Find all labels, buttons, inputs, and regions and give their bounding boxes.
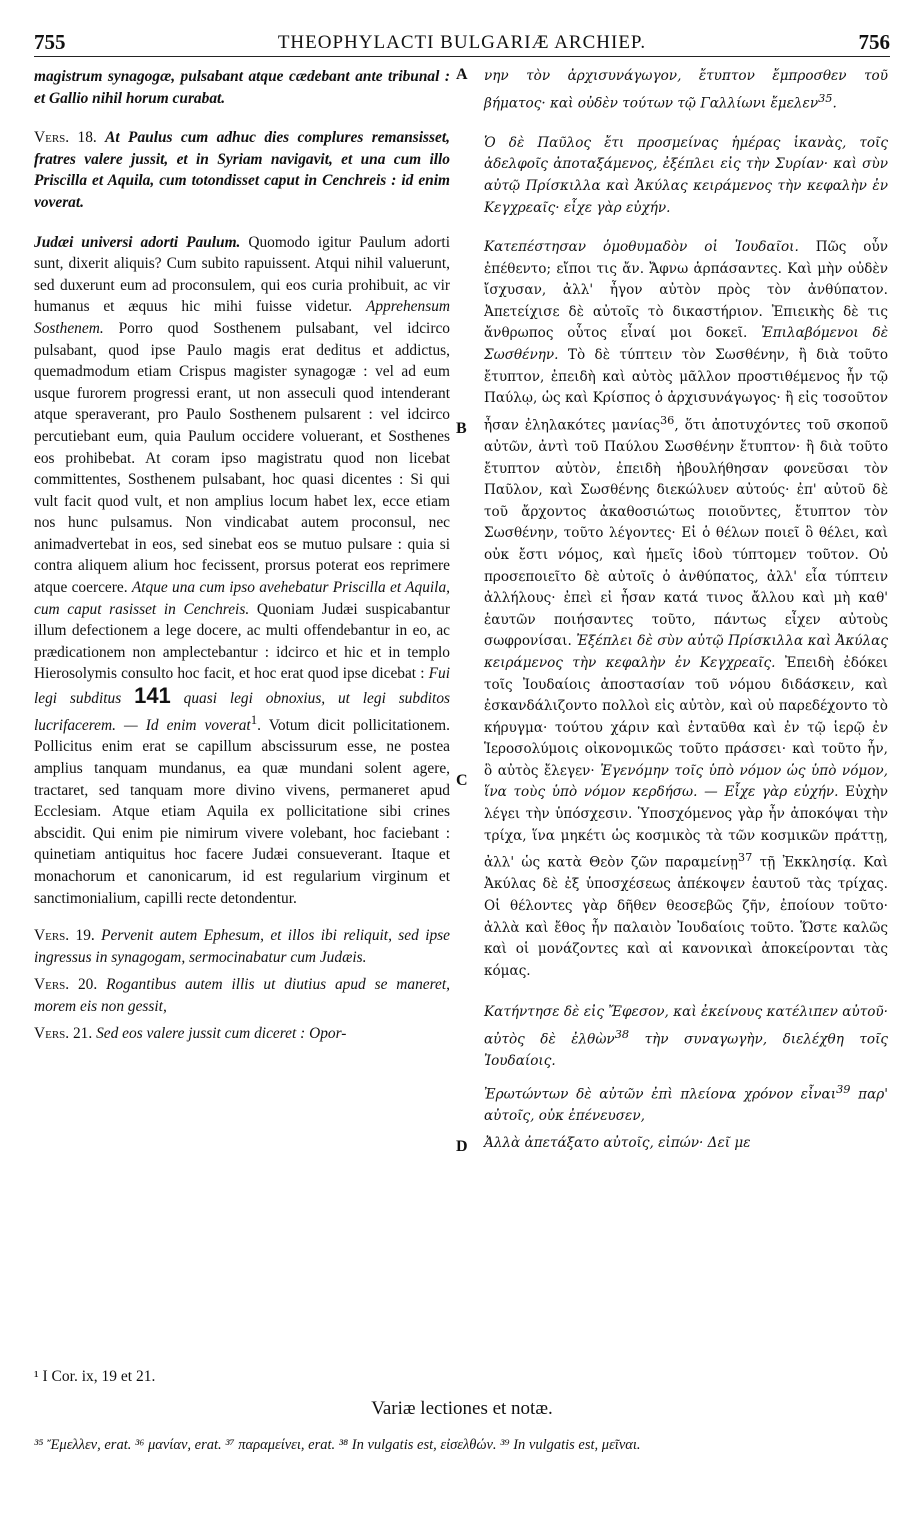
latin-paragraph: magistrum synagogæ, pulsabant atque cædebant ante tribunal : et Gallio nihil horum curabat. — [34, 68, 450, 107]
footnote: ¹ I Cor. ix, 19 et 21. — [34, 1368, 156, 1385]
column-number: 141 — [134, 683, 171, 709]
verse-text: Κατήντησε δὲ εἰς Ἔφεσον, καὶ ἐκείνους κατέλιπεν αὐτοῦ· αὐτὸς δὲ ἐλθὼν — [484, 1004, 888, 1048]
verse-text: At Paulus cum adhuc dies complures remansisset, fratres valere jussit, et in Syriam navigavit, et una cum illo Priscilla et Aquila, cum totondisset caput in Cenchreis : id enim voverat. — [34, 129, 450, 211]
lemma: Ἐξέπλει δὲ σὺν αὐτῷ Πρίσκιλλα καὶ Ἀκύλας κειράμενος τὴν κεφαλὴν ἐν Κεγχρεαῖς. — [484, 633, 888, 671]
latin-paragraph — [34, 974, 450, 1017]
verse-number: Vers. 18. — [34, 129, 97, 147]
commentary-text: . Votum dicit pollicitationem. Pollicitus enim erat se capillum abscissurum esse, ne postea amplius tanquam mundanus, ea quæ mundani solent agere, tractaret, sed tanquam more divino vivens, permaneret apud Ecclesiam. Atque etiam Aquila ex pollicitatione sibi crines abscidit. Qui enim pie nimirum vivere volebant, hoc faciebant : quinetiam antiquitus hoc facere Judæi consueverant. Itaque et monachorum et canonicarum, id est regularium virginum et sanctimonialium, capilli recte detondentur. — [34, 716, 450, 907]
commentary-text: Porro quod Sosthenem pulsabant, vel idcirco pulsabant, quod ipse Paulo magis erat deditus et addictus, quemadmodum etiam Crispus magister synagogæ : vel ad eum usque furorem progressi erant, ut non asseculi quod intenderant atque speraverant, pro Paulo Sosthenem pulsarent : vel idcirco percutiebant eum, quia Paulum occidere voluerant, et Sosthenes eos prohibebat. At coram ipso magistratu quod non licebat committentes, Sosthenem pulsabant, hoc quasi dicentes : Si qui vult facit quod vult, et non amplius locum habet lex, ecce etiam nos hunc pulsamus. Non vindicabat autem proconsul, nec animadvertebat in eos, sed sinebat eos se mutuo pulsare : quia si contra aliquem alium hoc fecissent, prorsus poterat eos reprimere atque coercere. — [34, 319, 450, 597]
page-number-right: 756 — [858, 30, 890, 54]
margin-letter-d: D — [456, 1138, 468, 1155]
margin-letter-c: C — [456, 772, 468, 789]
commentary-text: Quoniam Judæi suspicabantur illum defectionem a lege docere, ac multi offendebantur in eo, ac prædicationem non amplectebantur : idcirco et hic et in templo Hierosolymis consulto hoc facit, et hoc erat quod ipse dicebat : — [34, 600, 450, 683]
variant-ref: 38 — [614, 1026, 630, 1041]
commentary-text: Ἐπειδὴ ἐδόκει τοῖς Ἰουδαίοις ἀποστασίαν τοῦ νόμου διδάσκειν, καὶ ἐσκανδάλιζοντο πολλοὶ εἰς αὐτὸν, καὶ οὐ παρεδέχοντο τὸ κήρυγμα· τούτου χάριν καὶ ἐνταῦθα καὶ ἐν τῷ ἱερῷ ἐν Ἱεροσολύμοις οἰκονομικῶς τοῦτο πράσσει· καὶ τοῦτο ἦν, ὃ αὐτὸς ἔλεγεν· — [484, 654, 888, 779]
verse-text: τὴν συναγωγὴν, διελέχθη τοῖς Ἰουδαίοις. — [484, 1031, 889, 1070]
commentary-text: Τὸ δὲ τύπτειν τὸν Σωσθένην, ἢ διὰ τοῦτο ἔτυπτον, ἐπειδὴ καὶ αὐτὸς μᾶλλον προστιθέμενος ἦν τῷ Παύλῳ, ὡς καὶ Κρίσπος ὁ ἀρχισυνάγωγος· ἢ εἰς τοσοῦτον ἦσαν ἐληλακότες μανίας — [484, 347, 889, 434]
commentary-text: Εὐχὴν λέγει τὴν ὑπόσχεσιν. Ὑποσχόμενος γὰρ ἦν ἀποκόψαι τὴν τρίχα, ἵνα μηκέτι ὡς κοσμικὸς τὰ τῶν κοσμικῶν πράττῃ, ἀλλ' ὡς κατὰ Θεὸν ζῶν παραμείνῃ — [484, 784, 888, 871]
verse-text: παρ' αὐτοῖς, οὐκ ἐπένευσεν, — [484, 1086, 888, 1124]
lemma: quasi legi obnoxius, ut legi subditos lucrifacerem. — Id enim voverat — [34, 690, 451, 734]
lemma: Ἐπιλαβόμενοι δὲ Σωσθένην. — [484, 325, 888, 364]
lemma: Apprehensum Sosthenem. — [34, 298, 450, 337]
running-title: THEOPHYLACTI BULGARIÆ ARCHIEP. — [277, 32, 647, 53]
verse-text: Rogantibus autem illis ut diutius apud se maneret, morem eis non gessit, — [34, 976, 450, 1015]
lemma: Fui legi subditus — [34, 665, 450, 708]
variae-heading: Variæ lectiones et notæ. — [371, 1398, 553, 1419]
verse-number: Vers. 19. — [34, 927, 95, 945]
greek-commentary — [484, 237, 888, 982]
lemma: Ἐγενόμην τοῖς ὑπὸ νόμον ὡς ὑπὸ νόμον, ἵνα τοὺς ὑπὸ νόμον κερδήσω. — Εἶχε γὰρ εὐχήν. — [484, 762, 888, 801]
variant-ref: 39 — [836, 1081, 851, 1096]
verse-text: Ἐρωτώντων δὲ αὐτῶν ἐπὶ πλείονα χρόνον εἶναι — [484, 1086, 837, 1103]
greek-paragraph: Ὁ δὲ Παῦλος ἔτι προσμείνας ἡμέρας ἱκανὰς, τοῖς ἀδελφοῖς ἀποταξάμενος, ἐξέπλει εἰς τὴν Συρίαν· καὶ σὺν αὐτῷ Πρίσκιλλα καὶ Ἀκύλας κειράμενος τὴν κεφαλὴν ἐν Κεγχρεαῖς· εἶχε γὰρ εὐχήν. — [484, 134, 888, 216]
margin-letter-a: A — [456, 66, 468, 83]
greek-paragraph — [484, 1002, 888, 1072]
latin-paragraph — [34, 1023, 450, 1045]
lemma: Atque una cum ipso avehebatur Priscilla et Aquila, cum caput rasisset in Cenchreis. — [34, 579, 450, 618]
latin-paragraph — [34, 127, 450, 213]
verse-text: Pervenit autem Ephesum, et illos ibi reliquit, sed ipse ingressus in synagogam, sermocinabatur cum Judæis. — [34, 927, 450, 966]
verse-number: Vers. 20. — [34, 976, 98, 994]
lemma: Κατεπέστησαν ὁμοθυμαδὸν οἱ Ἰουδαῖοι. — [484, 239, 799, 256]
verse-text: Sed eos valere jussit cum diceret : Opor- — [96, 1025, 347, 1043]
commentary-text: τῇ Ἐκκλησίᾳ. Καὶ Ἀκύλας δὲ ἐξ ὑποσχέσεως ἀπέκοψεν ἑαυτοῦ τὰς τρίχας. Οἱ θέλοντες γὰρ δῆθεν θεοσεβῶς ζῆν, ἐποίουν τοῦτο· ἀλλὰ καὶ ἔθος ἦν παλαιὸν Ἰουδαίοις τοῦτο. Ὥστε καλῶς καὶ οἱ μονάζοντες καὶ αἱ κανονικαὶ ἀποκείρονται τὰς κόμας. — [484, 854, 888, 979]
greek-paragraph — [484, 1079, 888, 1128]
page-number-left: 755 — [34, 30, 66, 54]
latin-commentary — [34, 232, 450, 910]
lemma: Judæi universi adorti Paulum. — [34, 233, 241, 251]
greek-paragraph: νην τὸν ἀρχισυνάγωγον, ἔτυπτον ἔμπροσθεν τοῦ βήματος· καὶ οὐδὲν τούτων τῷ Γαλλίωνι ἔμελεν$^{35}$. — [484, 68, 888, 112]
variae-notes: ³⁵ Ἔμελλεν, erat. ³⁶ μανίαν, erat. ³⁷ παραμείνει, erat. ³⁸ In vulgatis est, εἰσελθών. ³⁹ In vulgatis est, μεῖναι. — [34, 1437, 641, 1453]
footnote-ref: 1 — [250, 712, 258, 727]
latin-column — [34, 66, 450, 1045]
verse-number: Vers. 21. — [34, 1025, 93, 1043]
verse-text: νην τὸν ἀρχισυνάγωγον, ἔτυπτον ἔμπροσθεν τοῦ βήματος· καὶ οὐδὲν τούτων τῷ Γαλλίωνι ἔμελεν — [484, 68, 888, 112]
commentary-text: Quomodo igitur Paulum adorti sunt, dixerit aliquis? Cum subito rapuissent. Atqui nihil valuerunt, sed duxerunt eum ad proconsulem, qui eos curia prohibuit, ac vir humanus et æquus hic mihi fuisse videtur. — [34, 233, 450, 316]
variant-ref: 35 — [818, 90, 833, 105]
variant-ref: 36 — [659, 412, 675, 427]
commentary-text: Πῶς οὖν ἐπέθεντο; εἴποι τις ἄν. Ἄφνω ἁρπάσαντες. Καὶ μὴν οὐδὲν ἴσχυσαν, ἀλλ' ἦγον αὐτὸν πρὸς τὸν ἀνθύπατον. Ἀπετείχισε δὲ αὐτοῖς τὸ δικαστήριον. Ἐπιεικὴς δὲ τις ἄνθρωπος οὗτος εἶναί μοι δοκεῖ. — [484, 239, 888, 342]
greek-paragraph: Ἀλλὰ ἀπετάξατο αὐτοῖς, εἰπών· Δεῖ με — [484, 1135, 751, 1152]
latin-paragraph — [34, 925, 450, 968]
running-header — [34, 30, 890, 57]
greek-column — [484, 66, 888, 1155]
variant-ref: 37 — [737, 850, 753, 865]
commentary-text: , ὅτι ἀποτυχόντες τοῦ σκοποῦ αὐτῶν, ἀντὶ τοῦ Παύλου Σωσθένην ἔτυπτον· ἢ διὰ τοῦτο ἔτυπτον αὐτὸν, ἐπειδὴ ἠβουλήθησαν φονεῦσαι τὸν Παῦλον, καὶ Σωσθένης διεκώλυεν αὐτούς· ἐπ' αὐτοῦ δὲ τοῦ ἄρχοντος ἀκαθοσιώτως ποιοῦντες, ἔτυπτον τὸν Σωσθένην, τοῦτο λέγοντες· Εἰ ὁ θέλων ποιεῖ ὃ θέλει, καὶ οὐκ ἔστι νόμος, καὶ ἡμεῖς ἰδοὺ τύπτομεν τοῦτον. Οὐ προσεποιεῖτο δὲ αὐτοῖς ὁ ἀνθύπατος, ἀλλ' εἶα τύπτειν ἀλλήλους· ἐπεὶ εἰ ἦσαν κατά τινος ἄλλου καὶ μὴ καθ' ἑαυτῶν ποιήσαντες τοῦτο, πάντως εἶχεν αὐτοὺς σωφρονίσαι. — [484, 417, 888, 650]
margin-letter-b: B — [456, 420, 467, 437]
